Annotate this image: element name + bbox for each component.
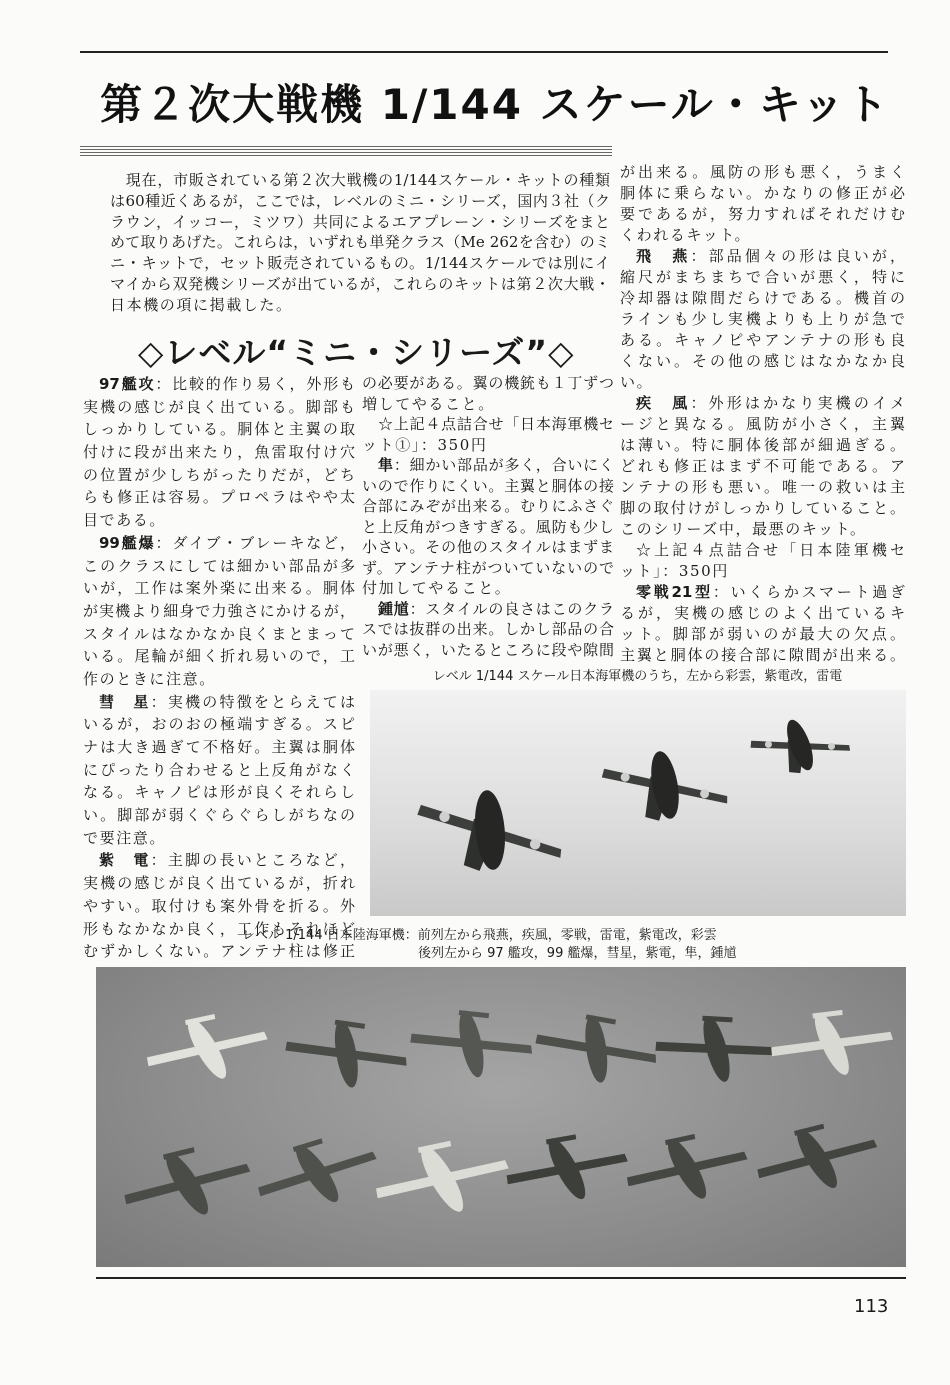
line-text: の位置が少しちがったりだが，どち <box>83 465 355 484</box>
text-line <box>83 418 355 441</box>
intro-text <box>110 170 610 316</box>
page-number: 113 <box>854 1296 889 1317</box>
text-line <box>620 393 905 414</box>
text-line <box>362 537 614 558</box>
text-line <box>110 191 610 212</box>
line-text: ：スタイルの良さはこのクラ <box>409 599 614 618</box>
text-line <box>362 414 614 435</box>
line-text: いるが，おのおの極端すぎる。スピ <box>83 715 355 734</box>
line-text: ：実機の特徴をとらえては <box>150 692 355 711</box>
line-text: い。脚部が弱くぐらぐらしがちなの <box>83 806 355 825</box>
line-text: 要であるが，努力すればそれだけむ <box>620 205 905 223</box>
section-heading: ◇レベル“ミニ・シリーズ”◇ <box>138 333 575 372</box>
line-text: やすい。取付けも案外骨を折る。外 <box>83 896 355 915</box>
line-text: と上反角がつきすぎる。風防も少し <box>362 517 614 536</box>
text-line <box>83 396 355 419</box>
text-line <box>83 441 355 464</box>
text-line <box>620 624 905 645</box>
line-text: このシリーズ中，最悪のキット。 <box>620 520 867 538</box>
text-line <box>83 645 355 668</box>
text-line <box>362 558 614 579</box>
line-text: ニ・キットで，セット販売されているもの。1/144スケールでは別にイ <box>110 254 610 273</box>
text-line <box>83 781 355 804</box>
line-text: で要注意。 <box>83 828 167 847</box>
text-line <box>620 330 905 351</box>
line-text: 縮尺がまちまちで合いが悪く，特に <box>620 268 905 286</box>
line-text: ☆上記４点詰合せ「日本陸軍機セ <box>636 541 905 559</box>
title-underline <box>80 146 612 156</box>
text-line <box>620 372 905 393</box>
text-line <box>620 498 905 519</box>
line-text: ナは大き過ぎて不格好。主翼は胴体 <box>83 738 355 756</box>
text-line <box>83 940 355 963</box>
text-line <box>83 668 355 691</box>
aircraft-models-image <box>370 690 906 916</box>
text-line <box>83 849 355 872</box>
line-text: なる。キャノピは形が良くそれらし <box>83 783 355 802</box>
column-right <box>620 162 905 666</box>
photo-army-navy-aircraft-models <box>96 967 906 1267</box>
line-text: ラインも少し実機よりも上りが急で <box>620 310 905 328</box>
line-text: 実機の感じが良く出ている。脚部も <box>83 397 355 416</box>
paragraph-lead: 飛 燕 <box>636 247 691 265</box>
line-text: 現在，市販されている第２次大戦機の1/144スケール・キットの種類 <box>110 171 610 189</box>
line-text: 主翼と胴体の接合部に隙間が出来る。 <box>620 646 905 664</box>
line-text: 形もなかなか良く，工作もそれほど <box>83 919 355 938</box>
text-line <box>620 162 905 183</box>
line-text: ット」：350円 <box>620 562 729 580</box>
photo1-caption: レベル 1/144 スケール日本海軍機のうち，左から彩雲，紫電改，雷電 <box>432 669 843 684</box>
text-line <box>620 603 905 624</box>
line-text: しっかりしている。胴体と主翼の取 <box>83 420 355 439</box>
line-text: このクラスにしては細かい部品が多 <box>83 556 355 575</box>
text-line <box>620 435 905 456</box>
text-line <box>362 476 614 497</box>
text-line <box>83 373 355 396</box>
line-text: スでは抜群の出来。しかし部品の合 <box>362 620 614 638</box>
text-line <box>620 267 905 288</box>
text-line <box>620 519 905 540</box>
text-line <box>362 619 614 640</box>
paragraph-lead: 疾 風 <box>636 394 691 412</box>
line-text: ：外形はかなり実機のイメ <box>690 394 905 412</box>
text-line <box>83 827 355 850</box>
line-text: いが，工作は案外楽に出来る。胴体 <box>83 579 355 598</box>
text-line <box>83 895 355 918</box>
line-text: 冷却器は隙間だらけである。機首の <box>620 289 905 307</box>
line-text: 作のときに注意。 <box>83 669 216 688</box>
paragraph-lead: 鍾馗 <box>378 599 410 618</box>
line-text: の必要がある。翼の機銃も１丁ずつ <box>362 374 614 392</box>
text-line <box>110 274 610 295</box>
line-text: は60種近くあるが，ここでは，レベルのミニ・シリーズ，国内３社（ク <box>110 191 610 210</box>
line-text: らも修正は容易。プロペラはやや太 <box>83 488 355 507</box>
line-text: マイから双発機シリーズが出ているが，これらのキットは第２次大戦・ <box>110 274 610 293</box>
line-text: ：比較的作り易く，外形も <box>155 375 355 393</box>
text-line <box>620 183 905 204</box>
text-line <box>83 555 355 578</box>
text-line <box>362 517 614 538</box>
text-line <box>620 309 905 330</box>
text-line <box>362 496 614 517</box>
text-line <box>83 623 355 646</box>
bottom-rule <box>96 1277 906 1279</box>
line-text: スタイルはなかなか良くまとまって <box>83 624 355 643</box>
column-left <box>83 373 355 963</box>
line-text: いが悪く，いたるところに段や隙間 <box>362 640 614 659</box>
line-text: 小さい。その他のスタイルはまずま <box>362 538 614 556</box>
line-text: るが，実機の感じのよく出ているキ <box>620 604 905 622</box>
text-line <box>110 253 610 274</box>
line-text: 合部にみぞが出来る。むりにふさぐ <box>362 497 614 515</box>
photo2-caption-line1: レベル 1/144 日本陸海軍機：前列左から飛燕，疾風，零戦，雷電，紫電改，彩雲 <box>242 928 717 943</box>
text-line <box>620 645 905 666</box>
paragraph-lead: 零戦21型 <box>636 583 713 601</box>
text-line <box>362 373 614 394</box>
line-text: 付加してやること。 <box>362 579 512 597</box>
line-text: ☆上記４点詰合せ「日本海軍機セ <box>378 415 614 433</box>
page-title: 第２次大戦機 1/144 スケール・キット <box>100 80 890 129</box>
text-line <box>83 486 355 509</box>
text-line <box>620 351 905 372</box>
line-text: は薄い。特に胴体後部が細過ぎる。 <box>620 436 905 454</box>
text-line <box>620 414 905 435</box>
line-text: むずかしくない。アンテナ柱は修正 <box>83 942 355 961</box>
text-line <box>83 872 355 895</box>
line-text: 増してやること。 <box>362 394 495 413</box>
line-text: ず。アンテナ柱がついていないので <box>362 558 614 577</box>
text-line <box>620 561 905 582</box>
top-rule <box>80 51 888 53</box>
text-line <box>362 455 614 476</box>
line-text: ット。脚部が弱いのが最大の欠点。 <box>620 625 905 643</box>
paragraph-lead: 紫 電 <box>99 851 151 870</box>
line-text: くわれるキット。 <box>620 226 752 244</box>
text-line <box>620 582 905 603</box>
line-text: 実機の感じが良く出ているが，折れ <box>83 874 355 893</box>
text-line <box>83 736 355 759</box>
paragraph-lead: 彗 星 <box>99 692 151 711</box>
line-text: 脚の取付けがしっかりしていること。 <box>620 499 905 517</box>
text-line <box>83 804 355 827</box>
line-text: が出来る。風防の形も悪く，うまく <box>620 163 905 181</box>
text-line <box>83 532 355 555</box>
line-text: が実機より細身で力強さにかけるが， <box>83 601 355 620</box>
text-line <box>110 232 610 253</box>
text-line <box>362 435 614 456</box>
line-text: ：細かい部品が多く，合いにく <box>393 456 614 474</box>
line-text: い。 <box>620 373 654 391</box>
line-text: どれも修正はまず不可能である。ア <box>620 457 905 475</box>
text-line <box>362 640 614 661</box>
line-text: ージと異なる。風防が小さく，主翼 <box>620 415 905 433</box>
text-line <box>362 599 614 620</box>
line-text: いる。尾輪が細く折れ易いので，工 <box>83 647 355 666</box>
column-middle <box>362 373 614 660</box>
text-line <box>620 225 905 246</box>
text-line <box>362 394 614 415</box>
line-text: にぴったり合わせると上反角がなく <box>83 760 355 779</box>
text-line <box>110 170 610 191</box>
paragraph-lead: 97艦攻 <box>99 375 156 393</box>
line-text: 胴体に乗らない。かなりの修正が必 <box>620 184 905 202</box>
text-line <box>83 577 355 600</box>
line-text: ：部品個々の形は良いが， <box>690 247 905 265</box>
line-text: ：いくらかスマート過ぎ <box>712 583 905 601</box>
paragraph-lead: 99艦爆 <box>99 533 156 552</box>
text-line <box>110 212 610 233</box>
text-line <box>110 295 610 316</box>
text-line <box>620 540 905 561</box>
paragraph-lead: 隼 <box>378 456 394 474</box>
text-line <box>620 288 905 309</box>
line-text: くない。その他の感じはなかなか良 <box>620 352 905 370</box>
line-text: 付けに段が出来たり，魚雷取付け穴 <box>83 443 355 462</box>
text-line <box>620 246 905 267</box>
text-line <box>362 578 614 599</box>
photo2-caption-line2: 後列左から 97 艦攻，99 艦爆，彗星，紫電，隼，鍾馗 <box>418 946 737 961</box>
text-line <box>83 713 355 736</box>
line-text: ：ダイブ・ブレーキなど， <box>155 533 355 552</box>
text-line <box>620 456 905 477</box>
line-text: ラウン，イッコー，ミツワ）共同によるエアプレーン・シリーズをまと <box>110 212 610 231</box>
text-line <box>83 600 355 623</box>
text-line <box>83 509 355 532</box>
text-line <box>83 691 355 714</box>
line-text: ある。キャノピやアンテナの形も良 <box>620 331 905 349</box>
line-text: ：主脚の長いところなど， <box>150 851 355 870</box>
line-text: ンテナの形も悪い。唯一の救いは主 <box>620 478 905 496</box>
text-line <box>83 464 355 487</box>
text-line <box>620 204 905 225</box>
text-line <box>83 759 355 782</box>
line-text: 日本機の項に掲載した。 <box>110 295 293 314</box>
line-text: めて取りあげた。これらは，いずれも単発クラス（Me 262を含む）のミ <box>110 233 610 252</box>
line-text: いので作りにくい。主翼と胴体の接 <box>362 476 614 495</box>
line-text: ット①」：350円 <box>362 435 488 454</box>
photo-navy-aircraft-models <box>370 690 906 916</box>
text-line <box>620 477 905 498</box>
aircraft-lineup-image <box>96 967 906 1267</box>
line-text: 目である。 <box>83 511 167 530</box>
